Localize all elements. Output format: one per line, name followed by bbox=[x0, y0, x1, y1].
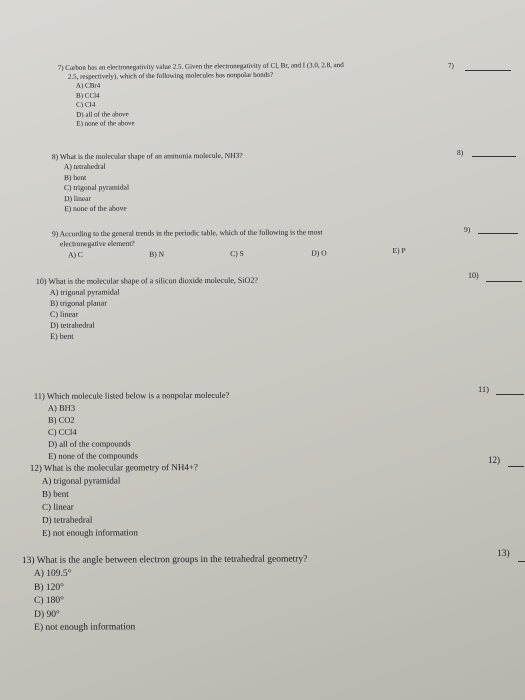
answer-number-11: 11) bbox=[478, 384, 490, 394]
question-11-option-e: E) none of the compounds bbox=[48, 450, 138, 461]
question-13-option-b: B) 120° bbox=[33, 582, 64, 593]
question-7-option-b: B) CCl4 bbox=[75, 91, 100, 100]
question-12-option-d: D) tetrahedral bbox=[42, 514, 93, 525]
question-8-option-e: E) none of the above bbox=[64, 203, 127, 214]
answer-number-7: 7) bbox=[448, 62, 454, 70]
question-10 bbox=[36, 274, 376, 342]
question-10-option-a: A) trigonal pyramidal bbox=[49, 287, 120, 297]
question-7-stem-line2: 2.5, respectively), which of the following molecules has nonpolar bonds? bbox=[67, 70, 274, 81]
question-11-option-c: C) CCl4 bbox=[48, 426, 77, 437]
question-9-stem-line1: 9) According to the general trends in the periodic table, which of the following is the most bbox=[51, 227, 323, 239]
question-9-option-d: D) O bbox=[311, 248, 327, 258]
question-11-option-d: D) all of the compounds bbox=[48, 438, 131, 449]
answer-blank-8[interactable] bbox=[472, 156, 516, 157]
question-11 bbox=[34, 388, 374, 462]
question-9-option-b: B) N bbox=[149, 249, 165, 259]
answer-number-13: 13) bbox=[497, 549, 510, 559]
question-12-option-b: B) bent bbox=[41, 488, 69, 499]
answer-number-9: 9) bbox=[464, 225, 471, 234]
question-8-option-b: B) bent bbox=[63, 172, 87, 182]
question-8 bbox=[52, 150, 382, 215]
question-10-option-b: B) trigonal planar bbox=[49, 298, 107, 308]
question-11-option-a: A) BH3 bbox=[47, 402, 76, 413]
question-7-option-e: E) none of the above bbox=[76, 119, 135, 128]
question-13-option-c: C) 180° bbox=[34, 595, 64, 606]
question-7-option-a: A) CBr4 bbox=[75, 81, 101, 90]
answer-blank-9[interactable] bbox=[478, 233, 518, 234]
question-12 bbox=[30, 460, 370, 540]
question-7 bbox=[58, 60, 439, 129]
question-12-option-a: A) trigonal pyramidal bbox=[41, 475, 121, 486]
question-12-option-c: C) linear bbox=[42, 501, 74, 512]
question-7-option-d: D) all of the above bbox=[76, 109, 129, 119]
question-13-stem: 13) What is the angle between electron groups in the tetrahedral geometry? bbox=[21, 554, 308, 566]
question-13-option-d: D) 90° bbox=[34, 609, 60, 620]
question-10-option-c: C) linear bbox=[50, 309, 79, 319]
question-10-option-e: E) bent bbox=[50, 331, 74, 341]
question-11-stem: 11) Which molecule listed below is a nonpolar molecule? bbox=[33, 389, 230, 401]
answer-number-10: 10) bbox=[468, 271, 479, 280]
answer-number-12: 12) bbox=[488, 455, 500, 465]
answer-blank-7[interactable] bbox=[465, 70, 511, 71]
answer-blank-13[interactable] bbox=[518, 561, 525, 562]
question-13-option-e: E) not enough information bbox=[34, 622, 136, 633]
question-11-option-b: B) CO2 bbox=[47, 414, 75, 425]
question-9-option-e: E) P bbox=[392, 245, 406, 255]
question-9-option-c: C) S bbox=[230, 248, 244, 259]
question-9 bbox=[52, 227, 432, 261]
answer-blank-12[interactable] bbox=[508, 466, 524, 467]
answer-blank-10[interactable] bbox=[486, 281, 522, 282]
question-12-stem: 12) What is the molecular geometry of NH4+? bbox=[29, 462, 198, 473]
question-8-option-a: A) tetrahedral bbox=[63, 161, 106, 172]
question-8-stem: 8) What is the molecular shape of an ammonia molecule, NH3? bbox=[51, 150, 243, 162]
question-10-option-d: D) tetrahedral bbox=[50, 320, 95, 330]
answer-number-8: 8) bbox=[457, 148, 464, 157]
answer-blank-11[interactable] bbox=[496, 394, 524, 395]
question-9-stem-line2: electronegative element? bbox=[59, 238, 135, 249]
question-9-option-a: A) C bbox=[68, 250, 83, 260]
question-8-option-c: C) trigonal pyramidal bbox=[64, 182, 130, 193]
question-7-stem-line1: 7) Carbon has an electronegativity value 2.5. Given the electronegativity of Cl, Br, and I (3.0, 2.8, and bbox=[57, 60, 344, 72]
question-10-stem: 10) What is the molecular shape of a silicon dioxide molecule, SiO2? bbox=[35, 275, 258, 286]
question-13-option-a: A) 109.5° bbox=[33, 568, 72, 579]
question-13 bbox=[22, 552, 382, 635]
question-12-option-e: E) not enough information bbox=[42, 527, 138, 538]
question-8-option-d: D) linear bbox=[64, 193, 92, 203]
question-7-option-c: C) CI4 bbox=[76, 100, 96, 109]
